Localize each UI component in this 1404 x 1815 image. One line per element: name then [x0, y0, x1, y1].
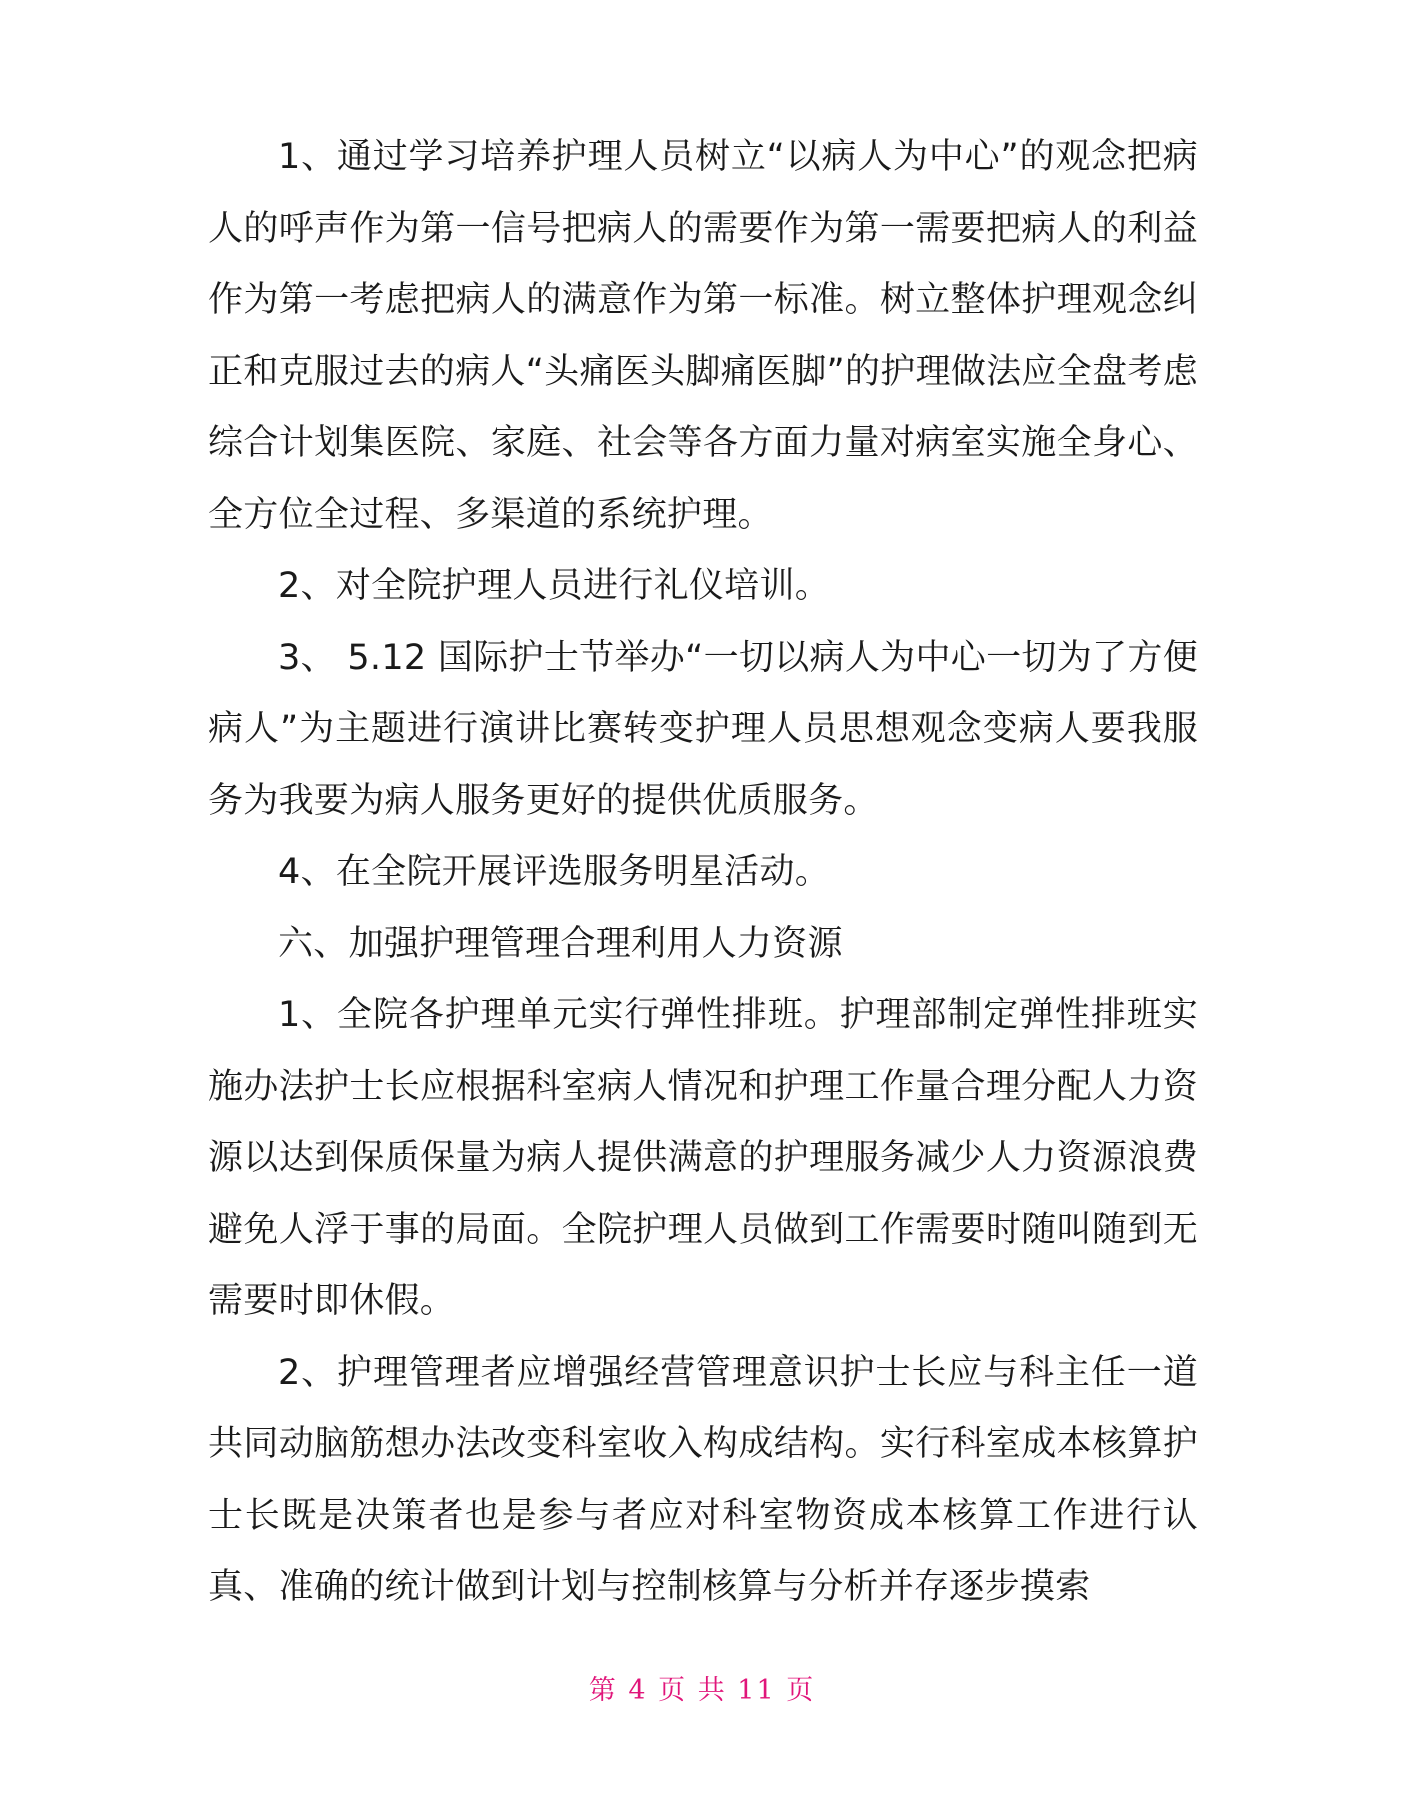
document-body	[208, 122, 1198, 1624]
paragraph-3: 3、 5.12 国际护士节举办“一切以病人为中心一切为了方便病人”为主题进行演讲比赛转变护理人员思想观念变病人要我服务为我要为病人服务更好的提供优质服务。	[208, 637, 1198, 821]
paragraph-4: 4、在全院开展评选服务明星活动。	[278, 852, 831, 892]
paragraph-2: 2、对全院护理人员进行礼仪培训。	[278, 566, 831, 606]
section-heading: 六、加强护理管理合理利用人力资源	[278, 923, 843, 964]
page-number-footer: 第 4 页 共 11 页	[588, 1675, 816, 1706]
paragraph-5: 1、全院各护理单元实行弹性排班。护理部制定弹性排班实施办法护士长应根据科室病人情况和护理工作量合理分配人力资源以达到保质保量为病人提供满意的护理服务减少人力资源浪费避免人浮于事的局面。全院护理人员做到工作需要时随叫随到无需要时即休假。	[208, 995, 1198, 1321]
paragraph-1: 1、通过学习培养护理人员树立“以病人为中心”的观念把病人的呼声作为第一信号把病人的需要作为第一需要把病人的利益作为第一考虑把病人的满意作为第一标准。树立整体护理观念纠正和克服过去的病人“头痛医头脚痛医脚”的护理做法应全盘考虑综合计划集医院、家庭、社会等各方面力量对病室实施全身心、全方位全过程、多渠道的系统护理。	[208, 137, 1198, 535]
paragraph-6: 2、护理管理者应增强经营管理意识护士长应与科主任一道共同动脑筋想办法改变科室收入构成结构。实行科室成本核算护士长既是决策者也是参与者应对科室物资成本核算工作进行认真、准确的统计做到计划与控制核算与分析并存逐步摸索	[208, 1352, 1198, 1607]
